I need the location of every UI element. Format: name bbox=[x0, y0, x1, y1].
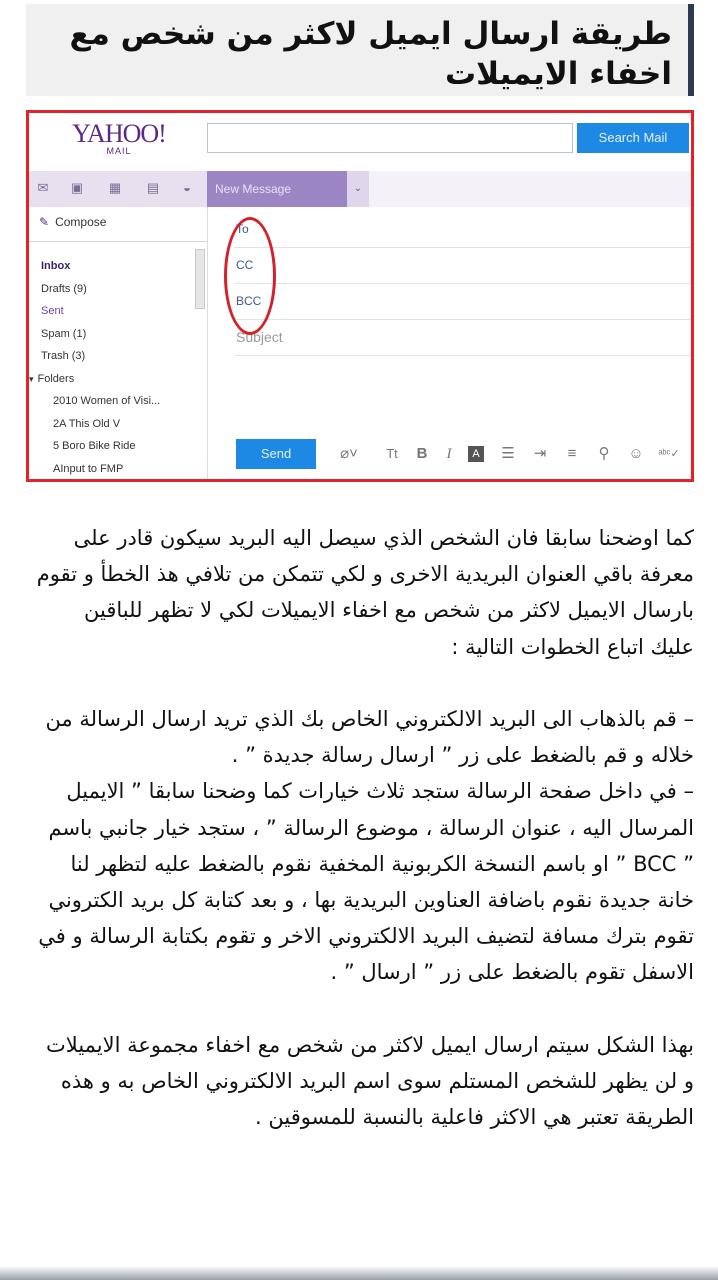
subject-field[interactable]: Subject bbox=[234, 319, 694, 356]
calendar-icon[interactable]: ▦ bbox=[108, 180, 122, 195]
app-toolbar bbox=[29, 171, 207, 207]
sidebar-divider bbox=[29, 241, 207, 242]
attach-icon[interactable]: ⌀˅ bbox=[340, 445, 358, 462]
tab-new-message[interactable]: New Message bbox=[207, 171, 347, 207]
send-button[interactable]: Send bbox=[236, 439, 316, 469]
sidebar-subfolder[interactable]: 2A This Old V bbox=[53, 417, 121, 430]
cc-field[interactable]: CC bbox=[234, 247, 694, 284]
paragraph-step-1: – قم بالذهاب الى البريد الالكتروني الخاص بك الذي تريد ارسال الرسالة من خلاله و قم بالضغط على زر ” ارسال رسالة جديدة ” . bbox=[45, 707, 694, 768]
compose-button[interactable] bbox=[39, 215, 106, 229]
sidebar-item-sent[interactable]: Sent bbox=[41, 305, 64, 317]
compose-form bbox=[207, 207, 694, 482]
article-title: طريقة ارسال ايميل لاكثر من شخص مع اخفاء الايميلات bbox=[69, 16, 672, 92]
sidebar-item-inbox[interactable]: Inbox bbox=[41, 260, 71, 272]
compose-label: Compose bbox=[55, 215, 107, 229]
yahoo-mail-logo bbox=[69, 119, 169, 156]
indent-icon[interactable]: ⇥ bbox=[533, 445, 547, 462]
paragraph-conclusion: بهذا الشكل سيتم ارسال ايميل لاكثر من شخص مع اخفاء مجموعة الايميلات و لن يظهر للشخص المستلم سوى اسم البريد الالكتروني الخاص به و هذه الطريقة تعتبر هي الاكثر فاعلية بالنسبة للمسوقين . bbox=[46, 1032, 694, 1130]
notepad-icon[interactable]: ▤ bbox=[146, 180, 160, 195]
spellcheck-icon[interactable]: ᵃᵇᶜ✓ bbox=[658, 448, 680, 460]
folder-list bbox=[29, 255, 191, 480]
paragraph-gap bbox=[34, 665, 694, 701]
emoji-icon[interactable]: ☺ bbox=[628, 445, 644, 462]
pencil-icon: ✎ bbox=[39, 215, 50, 229]
sidebar-item-trash[interactable]: Trash (3) bbox=[41, 350, 86, 362]
to-field[interactable]: To bbox=[234, 211, 694, 248]
messenger-icon[interactable]: ◒ bbox=[183, 180, 191, 195]
align-icon[interactable]: ≡ bbox=[567, 445, 577, 462]
yahoo-mail-screenshot bbox=[26, 110, 694, 482]
article-title-box bbox=[26, 4, 694, 96]
bottom-edge-shadow bbox=[0, 1266, 718, 1280]
folder-sidebar bbox=[29, 207, 207, 482]
logo-text: YAHOO! bbox=[72, 119, 166, 148]
sidebar-item-spam[interactable]: Spam (1) bbox=[41, 327, 87, 340]
sidebar-subfolder[interactable]: AInput to FMP bbox=[53, 462, 124, 475]
paragraph-intro: كما اوضحنا سابقا فان الشخص الذي سيصل اليه البريد سيكون قادر على معرفة باقي العنوان البريدية الاخرى و لكي تتمكن من تلافي هذ الخطأ و تقوم بارسال الايميل لاكثر من شخص مع اخفاء الايميلات لكي لا تظهر للباقين عليك اتباع الخطوات التالية : bbox=[36, 526, 694, 659]
sidebar-item-folders[interactable] bbox=[29, 368, 191, 391]
tab-strip bbox=[369, 171, 694, 207]
paragraph-step-2: – في داخل صفحة الرسالة ستجد ثلاث خيارات كما وضحنا سابقا ” الايميل المرسال اليه ، عنوان الرسالة ، موضوع الرسالة ” ، ستجد خيار جانبي باسم ” BCC ” او باسم النسخة الكربونية المخفية نقوم بالضغط عليه لتظهر لنا خانة جديدة نقوم باضافة العناوين البريدية بها ، و بعد كتابة كل بريد الكتروني تقوم بترك مسافة لتضيف البريد الالكتروني الاخر و تقوم بكتابة الرسالة و في الاسفل تقوم بالضغط على زر ” ارسال ” . bbox=[38, 779, 694, 985]
bullet-list-icon[interactable]: ☰ bbox=[501, 445, 515, 462]
bold-button[interactable]: B bbox=[416, 445, 428, 462]
title-accent-bar bbox=[688, 4, 694, 96]
sidebar-subfolder[interactable]: 2010 Women of Visi... bbox=[53, 395, 161, 407]
chevron-down-icon[interactable]: ⌄ bbox=[347, 171, 369, 207]
paragraph-gap bbox=[34, 991, 694, 1027]
logo-subtext: MAIL bbox=[106, 146, 132, 156]
highlight-circle bbox=[224, 217, 276, 335]
folders-label: Folders bbox=[37, 372, 75, 385]
search-input[interactable] bbox=[207, 123, 573, 153]
search-mail-button[interactable]: Search Mail bbox=[577, 123, 689, 153]
mail-icon[interactable]: ✉ bbox=[37, 180, 49, 195]
link-icon[interactable]: ⚲ bbox=[598, 445, 610, 462]
text-size-button[interactable]: Tt bbox=[386, 446, 398, 461]
caret-down-icon: ▾ bbox=[29, 373, 34, 384]
sidebar-scrollbar[interactable] bbox=[195, 249, 205, 309]
contacts-icon[interactable]: ▣ bbox=[70, 180, 84, 195]
sidebar-subfolder[interactable]: 5 Boro Bike Ride bbox=[53, 440, 136, 452]
italic-button[interactable]: I bbox=[446, 446, 452, 462]
article-body bbox=[34, 520, 694, 1135]
sidebar-item-drafts[interactable]: Drafts (9) bbox=[41, 282, 87, 295]
bcc-field[interactable]: BCC bbox=[234, 283, 694, 320]
text-color-button[interactable]: A bbox=[468, 446, 484, 462]
